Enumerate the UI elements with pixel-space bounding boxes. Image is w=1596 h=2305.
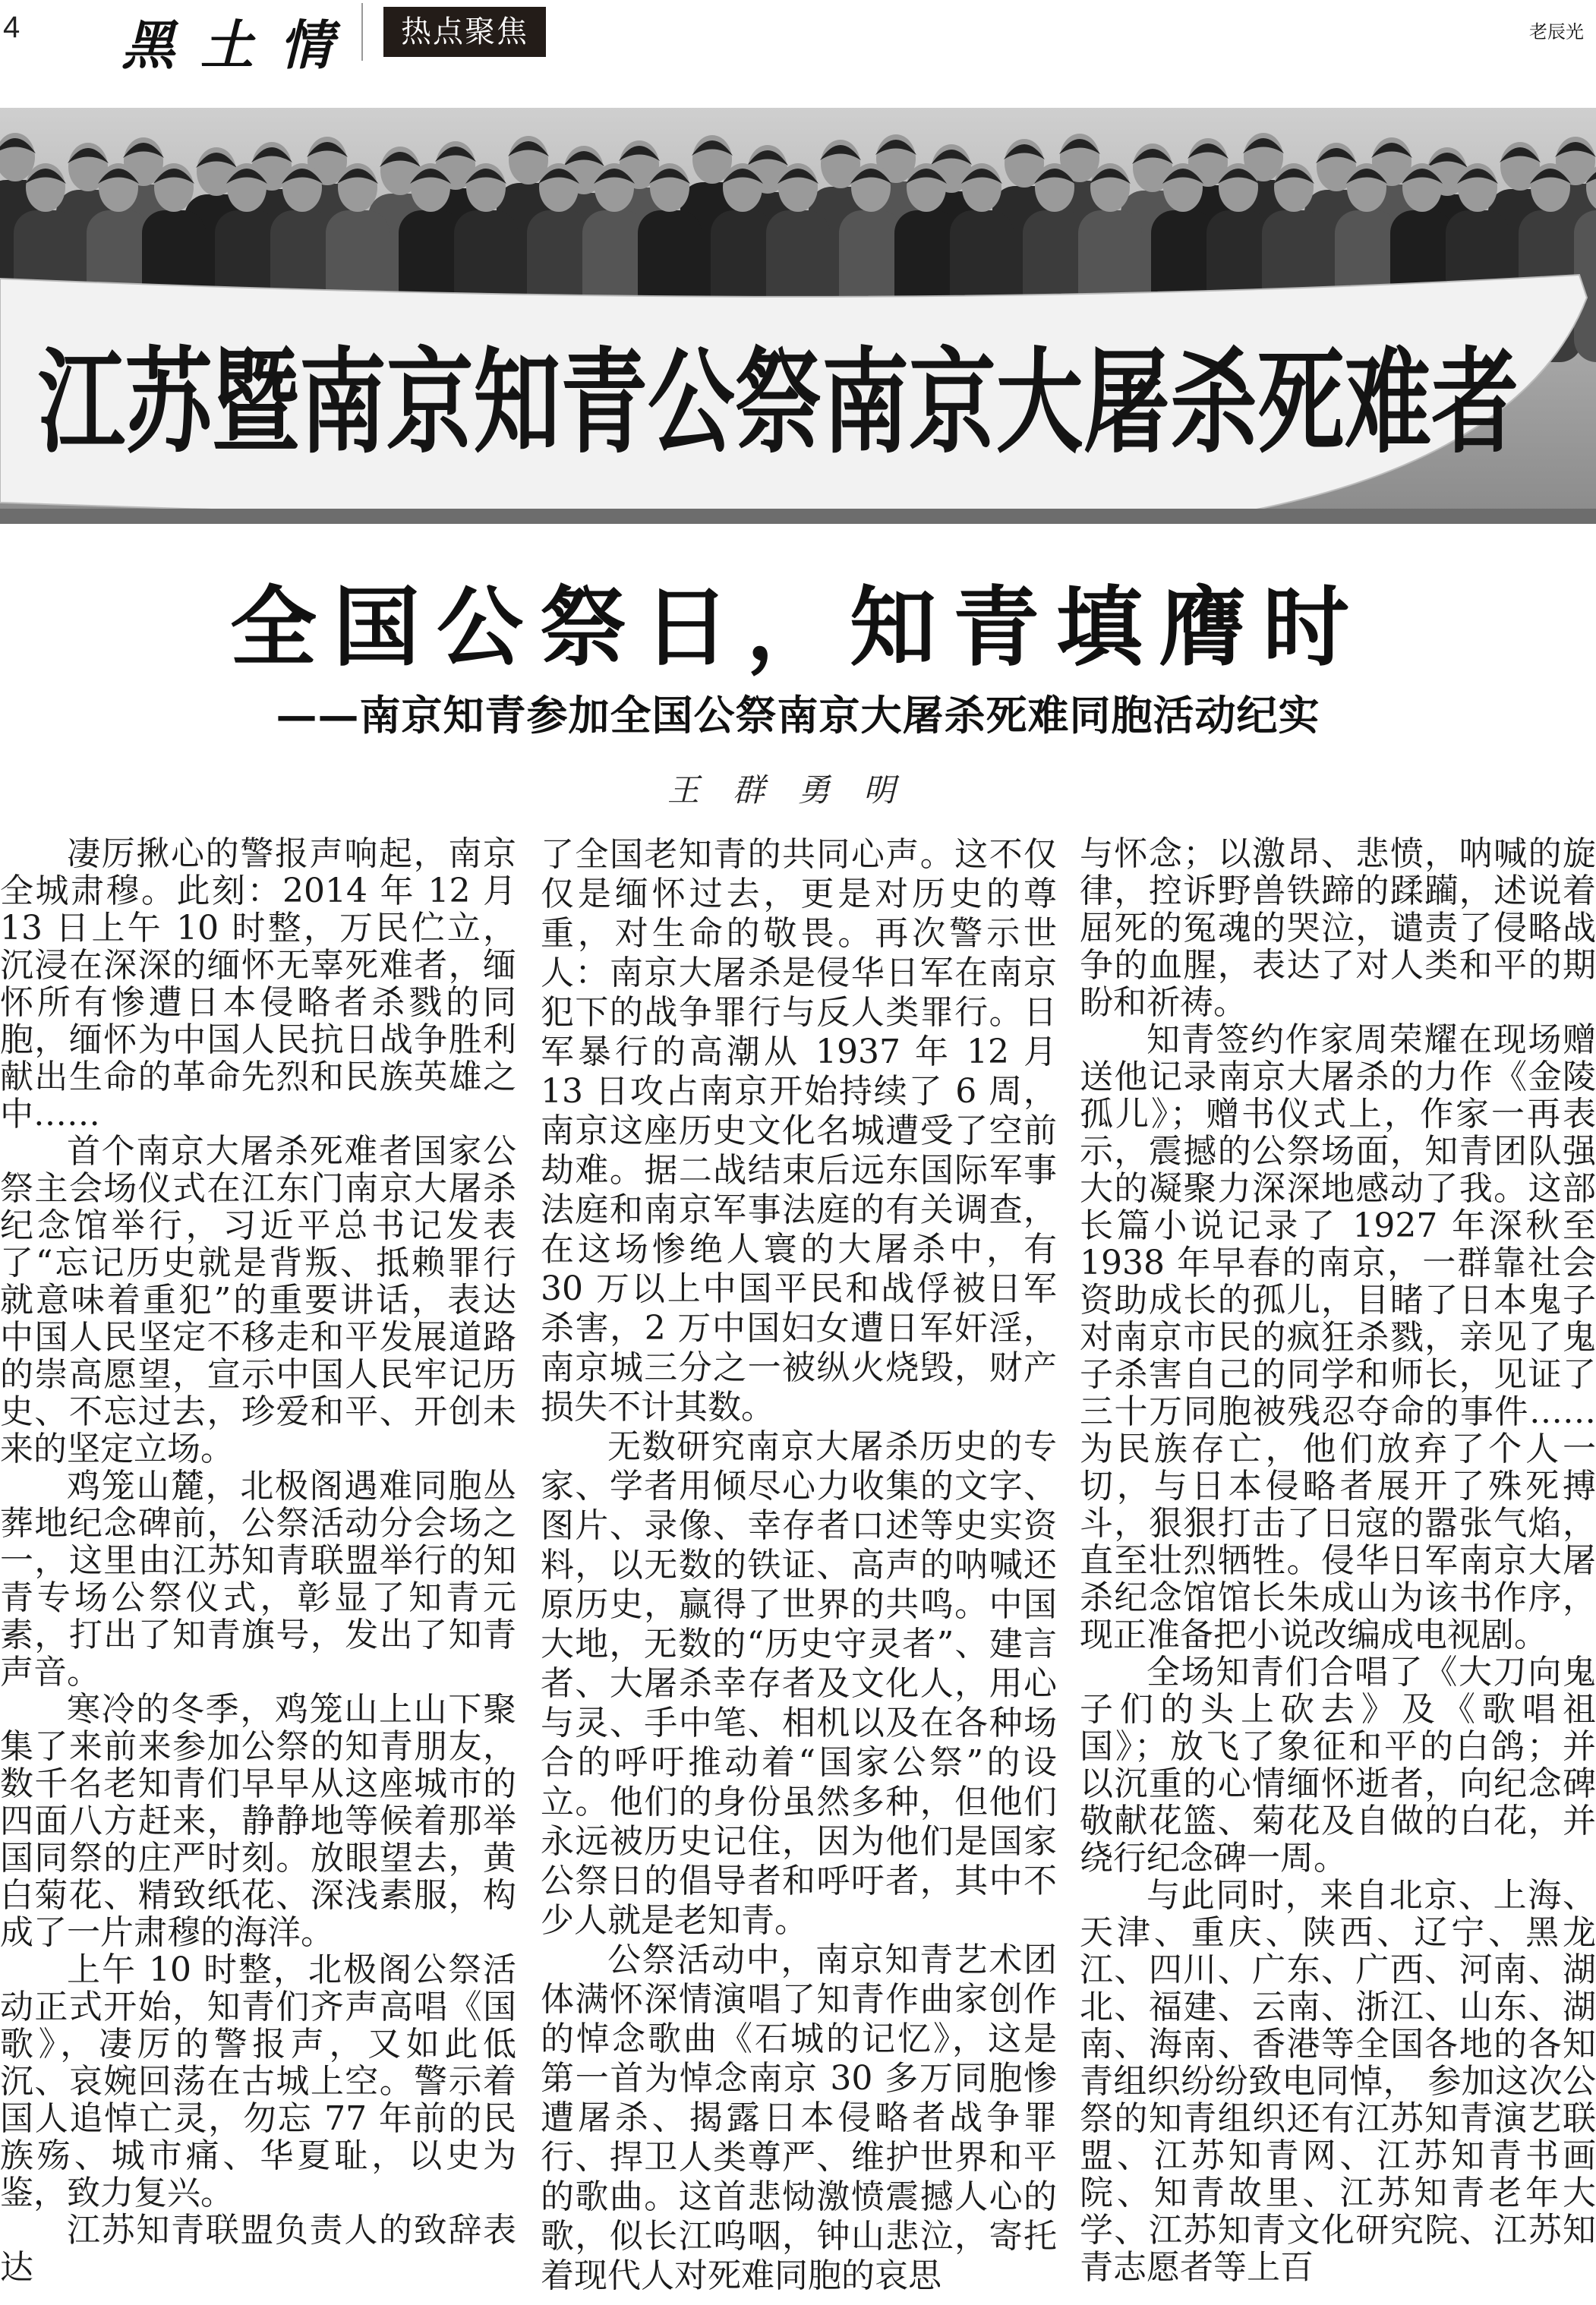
paragraph: 凄厉揪心的警报声响起，南京全城肃穆。此刻：2014 年 12 月 13 日上午 10 时整，万民伫立，沉浸在深深的缅怀无辜死难者，缅怀所有惨遭日本侵略者杀戮的同胞，缅怀为中国人民抗日战争胜利献出生命的革命先烈和民族英雄之中…… bbox=[0, 834, 516, 1134]
paragraph: 首个南京大屠杀死难者国家公祭主会场仪式在江东门南京大屠杀纪念馆举行，习近平总书记发表了“忘记历史就是背叛、抵赖罪行就意味着重犯”的重要讲话，表达中国人民坚定不移走和平发展道路的崇高愿望，宣示中国人民牢记历史、不忘过去，珍爱和平、开创未来的坚定立场。 bbox=[0, 1132, 516, 1468]
article-author: 王群勇明 bbox=[667, 771, 929, 809]
page-number: 4 bbox=[3, 11, 21, 44]
paragraph: 知青签约作家周荣耀在现场赠送他记录南京大屠杀的力作《金陵孤儿》；赠书仪式上，作家一再表示，震撼的公祭场面，知青团队强大的凝聚力深深地感动了我。这部长篇小说记录了 1927 年深秋至 1938 年早春的南京，一群靠社会资助成长的孤儿，目睹了日本鬼子对南京市民的疯狂杀戮，亲见了鬼子杀害自己的同学和师长，见证了三十万同胞被残忍夺命的事件……为民族存亡，他们放弃了个人一切，与日本侵略者展开了殊死搏斗，狠狠打击了日寇的嚣张气焰，直至壮烈牺牲。侵华日军南京大屠杀纪念馆馆长朱成山为该书作序，现正准备把小说改编成电视剧。 bbox=[1080, 1020, 1596, 1654]
text-column-3 bbox=[1080, 835, 1596, 2286]
section-tag: 热点聚焦 bbox=[383, 7, 546, 57]
crowd-photo-illustration bbox=[0, 108, 1596, 524]
text-column-1 bbox=[0, 835, 516, 2286]
paragraph: 上午 10 时整，北极阁公祭活动正式开始，知青们齐声高唱《国歌》，凄厉的警报声，又如此低沉、哀婉回荡在古城上空。警示着国人追悼亡灵，勿忘 77 年前的民族殇、城市痛、华夏耻，以史为鉴，致力复兴。 bbox=[0, 1950, 516, 2212]
paragraph: 江苏知青联盟负责人的致辞表达 bbox=[0, 2211, 516, 2287]
watermark: 老辰光 bbox=[1525, 15, 1588, 45]
banner-text: 江苏暨南京知青公祭南京大屠杀死难者 bbox=[38, 337, 1519, 469]
paragraph: 了全国老知青的共同心声。这不仅仅是缅怀过去，更是对历史的尊重，对生命的敬畏。再次警示世人：南京大屠杀是侵华日军在南京犯下的战争罪行与反人类罪行。日军暴行的高潮从 1937 年 12 月 13 日攻占南京开始持续了 6 周，南京这座历史文化名城遭受了空前劫难。据二战结束后远东国际军事法庭和南京军事法庭的有关调查，在这场惨绝人寰的大屠杀中，有 30 万以上中国平民和战俘被日军杀害，2 万中国妇女遭日军奸淫，南京城三分之一被纵火烧毁，财产损失不计其数。 bbox=[541, 835, 1057, 1427]
article-title: 全国公祭日，知青填膺时 bbox=[229, 577, 1366, 678]
paragraph: 全场知青们合唱了《大刀向鬼子们的头上砍去》及《歌唱祖国》；放飞了象征和平的白鸽；并以沉重的心情缅怀逝者，向纪念碑敬献花篮、菊花及自做的白花，并绕行纪念碑一周。 bbox=[1080, 1653, 1596, 1878]
paragraph: 寒冷的冬季，鸡笼山上山下聚集了来前来参加公祭的知青朋友，数千名老知青们早早从这座城市的四面八方赶来，静静地等候着那举国同祭的庄严时刻。放眼望去，黄白菊花、精致纸花、深浅素服，构成了一片肃穆的海洋。 bbox=[0, 1690, 516, 1952]
header-divider bbox=[361, 3, 363, 61]
article-subtitle: ——南京知青参加全国公祭南京大屠杀死难同胞活动纪实 bbox=[276, 691, 1320, 739]
paragraph: 与此同时，来自北京、上海、天津、重庆、陕西、辽宁、黑龙江、四川、广东、广西、河南、湖北、福建、云南、浙江、山东、湖南、海南、香港等全国各地的各知青组织纷纷致电同悼， 参加这次公祭的知青组织还有江苏知青演艺联盟、江苏知青网、江苏知青书画院、知青故里、江苏知青老年大学、江苏知青文化研究院、江苏知青志愿者等上百 bbox=[1080, 1876, 1596, 2287]
masthead-logo: 黑土情 bbox=[121, 14, 358, 77]
paragraph: 公祭活动中，南京知青艺术团体满怀深情演唱了知青作曲家创作的悼念歌曲《石城的记忆》，这是第一首为悼念南京 30 多万同胞惨遭屠杀、揭露日本侵略者战争罪行、捍卫人类尊严、维护世界和平的歌曲。这首悲恸激愤震撼人心的歌，似长江呜咽，钟山悲泣，寄托着现代人对死难同胞的哀思 bbox=[541, 1941, 1057, 2295]
paragraph: 无数研究南京大屠杀历史的专家、学者用倾尽心力收集的文字、图片、录像、幸存者口述等史实资料，以无数的铁证、高声的呐喊还原历史，赢得了世界的共鸣。中国大地，无数的“历史守灵者”、建言者、大屠杀幸存者及文化人，用心与灵、手中笔、相机以及在各种场合的呼吁推动着“国家公祭”的设立。他们的身份虽然多种，但他们永远被历史记住，因为他们是国家公祭日的倡导者和呼吁者，其中不少人就是老知青。 bbox=[541, 1427, 1057, 1940]
paragraph: 与怀念；以激昂、悲愤，呐喊的旋律，控诉野兽铁蹄的蹂躏，述说着屈死的冤魂的哭泣，谴责了侵略战争的血腥，表达了对人类和平的期盼和祈祷。 bbox=[1080, 834, 1596, 1022]
text-column-2 bbox=[541, 835, 1057, 2296]
paragraph: 鸡笼山麓，北极阁遇难同胞丛葬地纪念碑前，公祭活动分会场之一，这里由江苏知青联盟举行的知青专场公祭仪式，彰显了知青元素，打出了知青旗号，发出了知青声音。 bbox=[0, 1467, 516, 1692]
news-photo bbox=[0, 108, 1596, 524]
